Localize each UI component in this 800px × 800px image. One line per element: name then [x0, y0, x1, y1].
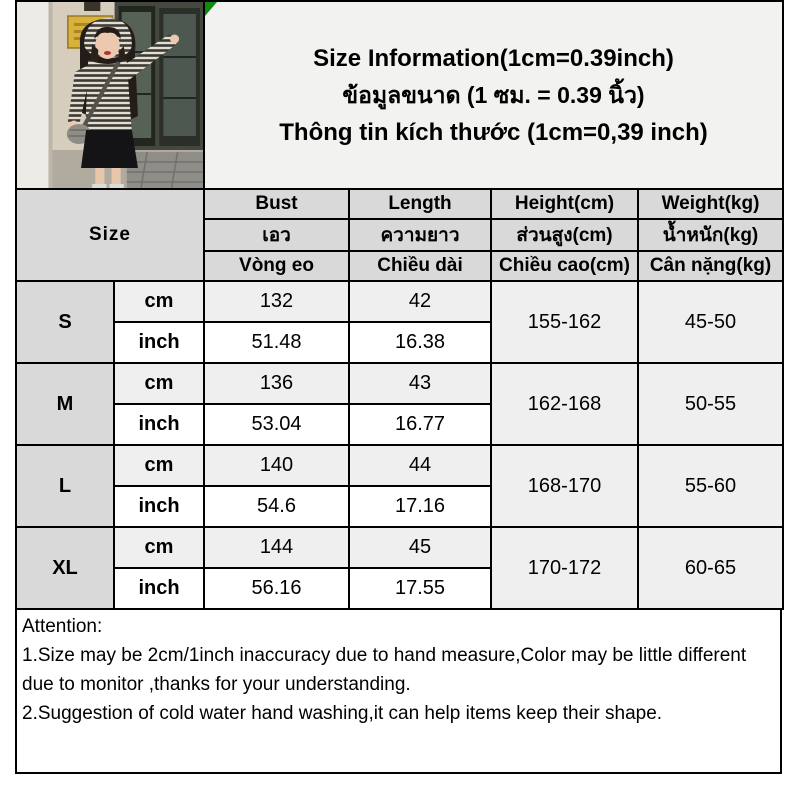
col-header-bust-th: เอว [204, 219, 349, 251]
s-height: 155-162 [491, 281, 638, 363]
title-english: Size Information(1cm=0.39inch) [313, 44, 674, 72]
unit-inch-xl: inch [114, 568, 204, 609]
col-header-length-th: ความยาว [349, 219, 491, 251]
unit-inch-l: inch [114, 486, 204, 527]
title-thai: ข้อมูลขนาด (1 ซม. = 0.39 นิ้ว) [342, 81, 645, 108]
col-header-bust-en: Bust [204, 189, 349, 219]
attention-note [15, 608, 782, 774]
xl-length-inch: 17.55 [349, 568, 491, 609]
col-header-length-en: Length [349, 189, 491, 219]
s-bust-inch: 51.48 [204, 322, 349, 363]
m-bust-cm: 136 [204, 363, 349, 404]
col-header-bust-vi: Vòng eo [204, 251, 349, 281]
col-header-weight-en: Weight(kg) [638, 189, 783, 219]
s-length-cm: 42 [349, 281, 491, 322]
col-header-weight-vi: Cân nặng(kg) [638, 251, 783, 281]
col-header-length-vi: Chiều dài [349, 251, 491, 281]
m-weight: 50-55 [638, 363, 783, 445]
l-height: 168-170 [491, 445, 638, 527]
model-photo-illustration [17, 2, 203, 188]
xl-bust-cm: 144 [204, 527, 349, 568]
s-length-inch: 16.38 [349, 322, 491, 363]
xl-height: 170-172 [491, 527, 638, 609]
unit-inch-s: inch [114, 322, 204, 363]
top-row [16, 1, 783, 189]
m-height: 162-168 [491, 363, 638, 445]
xl-bust-inch: 56.16 [204, 568, 349, 609]
l-length-cm: 44 [349, 445, 491, 486]
row-xl-cm [16, 527, 783, 568]
size-label-l: L [16, 445, 114, 527]
l-weight: 55-60 [638, 445, 783, 527]
s-bust-cm: 132 [204, 281, 349, 322]
l-bust-cm: 140 [204, 445, 349, 486]
l-bust-inch: 54.6 [204, 486, 349, 527]
title-vietnamese: Thông tin kích thước (1cm=0,39 inch) [279, 118, 708, 146]
size-label-s: S [16, 281, 114, 363]
size-label-m: M [16, 363, 114, 445]
size-table [15, 0, 784, 610]
m-length-inch: 16.77 [349, 404, 491, 445]
xl-length-cm: 45 [349, 527, 491, 568]
attention-heading: Attention: [22, 616, 103, 637]
xl-weight: 60-65 [638, 527, 783, 609]
size-corner-label: Size [16, 189, 204, 281]
unit-cm-l: cm [114, 445, 204, 486]
attention-line-2: 2.Suggestion of cold water hand washing,it can help items keep their shape. [22, 703, 663, 724]
model-photo-cell [16, 1, 204, 189]
col-header-height-vi: Chiều cao(cm) [491, 251, 638, 281]
green-corner-marker [205, 2, 217, 16]
header-row-english [16, 189, 783, 219]
attention-line-1: 1.Size may be 2cm/1inch inaccuracy due to hand measure,Color may be little different due to monitor ,thanks for your understanding. [22, 645, 747, 695]
m-length-cm: 43 [349, 363, 491, 404]
title-cell [204, 1, 783, 189]
unit-cm-m: cm [114, 363, 204, 404]
l-length-inch: 17.16 [349, 486, 491, 527]
size-label-xl: XL [16, 527, 114, 609]
row-s-cm [16, 281, 783, 322]
size-chart-sheet [15, 0, 782, 774]
row-m-cm [16, 363, 783, 404]
unit-cm-s: cm [114, 281, 204, 322]
col-header-height-th: ส่วนสูง(cm) [491, 219, 638, 251]
unit-cm-xl: cm [114, 527, 204, 568]
m-bust-inch: 53.04 [204, 404, 349, 445]
col-header-weight-th: น้ำหนัก(kg) [638, 219, 783, 251]
s-weight: 45-50 [638, 281, 783, 363]
col-header-height-en: Height(cm) [491, 189, 638, 219]
unit-inch-m: inch [114, 404, 204, 445]
row-l-cm [16, 445, 783, 486]
